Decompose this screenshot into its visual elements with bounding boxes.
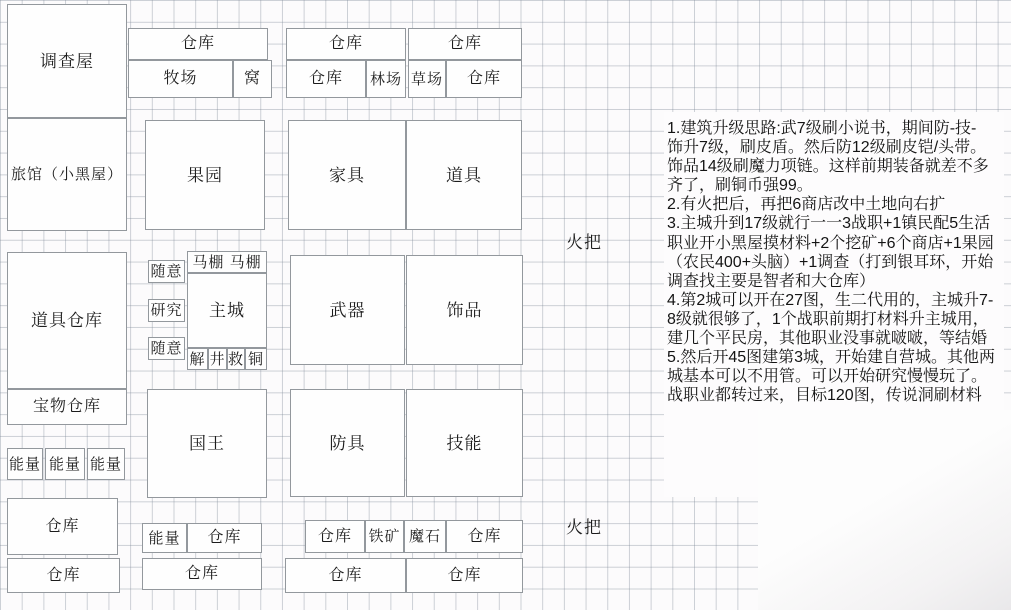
- notes-line: （农民400+头脑）+1调查（打到银耳环，开始: [667, 253, 994, 271]
- notes-line: 1.建筑升级思路:武7级刷小说书，期间防-技-: [667, 120, 977, 137]
- notes-line: 5.然后开45图建第3城，开始建自营城。其他两: [667, 349, 996, 367]
- notes-line: 饰升7级，刷皮盾。然后防12级刷皮铠/头带。: [667, 139, 987, 157]
- building-cell: 仓库: [128, 28, 268, 60]
- building-cell: 仓库: [7, 498, 118, 555]
- notes-line: 8级就很够了，1个战职前期打材料升主城用，: [667, 310, 989, 328]
- building-cell: 仓库: [286, 60, 366, 98]
- building-cell: 解: [187, 348, 208, 370]
- torch-label: 火把: [566, 233, 602, 252]
- building-cell: 武器: [290, 255, 405, 365]
- building-cell: 马棚 马棚: [187, 251, 267, 273]
- building-cell: 窝: [233, 60, 272, 98]
- building-cell: 仓库: [286, 28, 406, 60]
- building-cell: 道具: [406, 120, 522, 230]
- building-cell: 果园: [145, 120, 265, 230]
- building-cell: 家具: [288, 120, 406, 230]
- torch-label: 火把: [566, 518, 602, 537]
- building-cell: 铁矿: [365, 520, 404, 553]
- building-cell: 研究: [148, 299, 185, 322]
- building-cell: 能量: [7, 448, 43, 480]
- building-cell: 能量: [87, 448, 125, 480]
- building-cell: 技能: [406, 389, 523, 497]
- building-cell: 防具: [290, 389, 405, 497]
- building-cell: 能量: [142, 523, 187, 553]
- bottom-right-shade: [758, 410, 1011, 610]
- building-cell: 井: [208, 348, 227, 370]
- building-cell: 仓库: [408, 28, 522, 60]
- building-cell: 调查屋: [7, 4, 127, 118]
- building-cell: 仓库: [285, 558, 406, 593]
- notes-line: 战职业都转过来，目标120图，传说洞刷材料: [667, 387, 982, 405]
- building-cell: 救: [227, 348, 245, 370]
- building-cell: 道具仓库: [7, 252, 127, 389]
- building-cell: 主城: [187, 273, 267, 348]
- building-cell: 国王: [147, 389, 267, 498]
- building-cell: 魔石: [404, 520, 446, 553]
- notes-line: 齐了，刷铜币强99。: [667, 177, 813, 195]
- building-cell: 仓库: [305, 520, 365, 553]
- notes-line: 城基本可以不用管。可以开始研究慢慢玩了。: [667, 368, 988, 386]
- building-cell: 仓库: [142, 558, 262, 590]
- building-cell: 宝物仓库: [7, 389, 127, 425]
- notes-line: 职业开小黑屋摸材料+2个挖矿+6个商店+1果园: [667, 234, 994, 252]
- building-cell: 铜: [245, 348, 267, 370]
- building-cell: 仓库: [406, 558, 523, 593]
- notes-line: 3.主城升到17级就行一一3战职+1镇民配5生活: [667, 215, 991, 233]
- strategy-notes: [667, 119, 1011, 405]
- building-cell: 旅馆（小黑屋）: [7, 118, 127, 231]
- notes-line: 建几个平民房，其他职业没事就啵啵，等结婚: [667, 330, 988, 348]
- notes-line: 4.第2城可以开在27图，生二代用的，主城升7-: [667, 291, 994, 309]
- building-cell: 林场: [366, 60, 406, 98]
- building-cell: 随意: [148, 337, 185, 360]
- building-cell: 牧场: [128, 60, 233, 98]
- building-cell: 能量: [45, 448, 85, 480]
- building-cell: 仓库: [446, 60, 522, 98]
- notes-line: 饰品14级刷魔力项链。这样前期装备就差不多: [667, 158, 989, 176]
- notes-line: 调查找主要是智者和大仓库）: [667, 272, 876, 290]
- building-cell: 随意: [148, 260, 185, 283]
- building-cell: 草场: [408, 60, 446, 98]
- notes-line: 2.有火把后，再把6商店改中土地向右扩: [667, 196, 946, 214]
- building-cell: 仓库: [7, 558, 120, 593]
- building-cell: 饰品: [406, 255, 523, 365]
- building-cell: 仓库: [446, 520, 523, 553]
- building-cell: 仓库: [187, 523, 262, 553]
